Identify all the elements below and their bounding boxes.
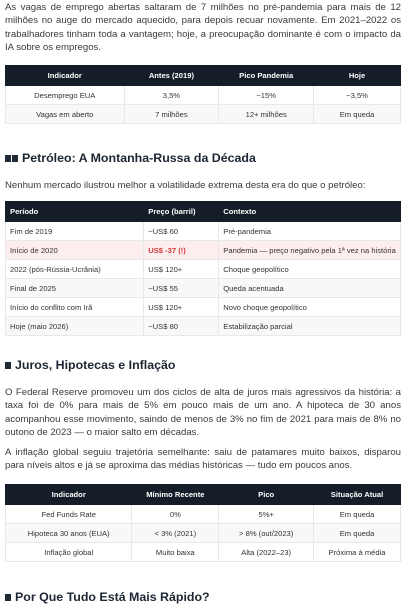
section-bullet-icon — [5, 155, 18, 162]
column-header: Pico — [219, 485, 314, 505]
oil-paragraph: Nenhum mercado ilustrou melhor a volatilidade extrema desta era do que o petróleo: — [5, 180, 366, 191]
column-header: Contexto — [219, 202, 401, 222]
table-cell: Hipoteca 30 anos (EUA) — [6, 524, 132, 543]
section-title: Petróleo: A Montanha-Russa da Década — [22, 151, 256, 165]
column-header: Indicador — [6, 485, 132, 505]
table-cell: Queda acentuada — [219, 279, 401, 298]
section-title: Por Que Tudo Está Mais Rápido? — [15, 590, 210, 604]
table-row — [6, 105, 401, 124]
section-heading-rates — [0, 358, 180, 372]
table-cell: Estabilização parcial — [219, 317, 401, 336]
table-row — [6, 543, 401, 562]
table-cell: 5%+ — [219, 505, 314, 524]
table-cell: ~US$ 60 — [144, 222, 219, 241]
table-row — [6, 86, 401, 105]
column-header: Hoje — [314, 66, 401, 86]
table-row-highlighted — [6, 241, 401, 260]
column-header: Mínimo Recente — [132, 485, 219, 505]
table-cell: Início do conflito com Irã — [6, 298, 144, 317]
table-cell: > 8% (out/2023) — [219, 524, 314, 543]
table-row — [6, 279, 401, 298]
table-cell: 7 milhões — [124, 105, 219, 124]
rates-paragraph-1: O Federal Reserve promoveu um dos ciclos de alta de juros mais agressivos da história: a taxa foi de 0% para mais de 5% em pouco mais de um ano. A hipoteca de 30 anos acompanhou esse movimento, saindo de menos de 3% no fim de 2021 para mais de 8% no outono de 2023 — o maior salto em décadas. — [5, 387, 401, 438]
section-heading-oil — [0, 151, 261, 165]
table-cell: Muito baixa — [132, 543, 219, 562]
column-header: Indicador — [6, 66, 125, 86]
table-cell: 12+ milhões — [219, 105, 314, 124]
table-cell: Em queda — [314, 505, 401, 524]
table-cell: Vagas em aberto — [6, 105, 125, 124]
intro-paragraph: As vagas de emprego abertas saltaram de 7 milhões no pré-pandemia para mais de 12 milhões no auge do mercado aquecido, para depois recuar novamente. Em 2021–2022 os trabalhadores tinham toda a vantagem; hoje, a preocupação dominante é com o impacto da IA sobre os empregos. — [5, 2, 401, 53]
table-cell: ~US$ 55 — [144, 279, 219, 298]
table-cell: Próxima à média — [314, 543, 401, 562]
employment-table — [5, 65, 401, 124]
table-cell: Hoje (maio 2026) — [6, 317, 144, 336]
table-cell: Choque geopolítico — [219, 260, 401, 279]
table-cell: Alta (2022–23) — [219, 543, 314, 562]
table-row — [6, 222, 401, 241]
table-cell: Inflação global — [6, 543, 132, 562]
table-cell: Início de 2020 — [6, 241, 144, 260]
table-cell: ~US$ 80 — [144, 317, 219, 336]
table-cell: 3,5% — [124, 86, 219, 105]
column-header: Pico Pandemia — [219, 66, 314, 86]
table-cell: Desemprego EUA — [6, 86, 125, 105]
table-cell: Pré-pandemia — [219, 222, 401, 241]
table-cell: Em queda — [314, 105, 401, 124]
table-row — [6, 524, 401, 543]
section-title: Juros, Hipotecas e Inflação — [15, 358, 176, 372]
table-cell: US$ 120+ — [144, 298, 219, 317]
table-cell: ~3,5% — [314, 86, 401, 105]
column-header: Situação Atual — [314, 485, 401, 505]
negative-price-cell: US$ -37 (!) — [144, 241, 219, 260]
table-cell: 2022 (pós-Rússia-Ucrânia) — [6, 260, 144, 279]
column-header: Preço (barril) — [144, 202, 219, 222]
column-header: Antes (2019) — [124, 66, 219, 86]
section-heading-speed — [0, 590, 215, 604]
table-row — [6, 505, 401, 524]
table-cell: 0% — [132, 505, 219, 524]
oil-price-table — [5, 201, 401, 336]
table-header-row — [6, 485, 401, 505]
table-cell: US$ 120+ — [144, 260, 219, 279]
table-cell: Fed Funds Rate — [6, 505, 132, 524]
table-header-row — [6, 202, 401, 222]
table-cell: Novo choque geopolítico — [219, 298, 401, 317]
table-cell: Em queda — [314, 524, 401, 543]
table-cell: Pandemia — preço negativo pela 1ª vez na história — [219, 241, 401, 260]
section-bullet-icon — [5, 594, 11, 601]
rates-table — [5, 484, 401, 562]
table-cell: Fim de 2019 — [6, 222, 144, 241]
table-row — [6, 260, 401, 279]
table-cell: < 3% (2021) — [132, 524, 219, 543]
table-cell: ~15% — [219, 86, 314, 105]
section-bullet-icon — [5, 362, 11, 369]
table-cell: Final de 2025 — [6, 279, 144, 298]
table-row — [6, 298, 401, 317]
table-header-row — [6, 66, 401, 86]
column-header: Período — [6, 202, 144, 222]
table-row — [6, 317, 401, 336]
rates-paragraph-2: A inflação global seguiu trajetória semelhante: saiu de patamares muito baixos, disparou para níveis altos e já se aproxima das médias históricas — tudo em poucos anos. — [5, 447, 401, 472]
